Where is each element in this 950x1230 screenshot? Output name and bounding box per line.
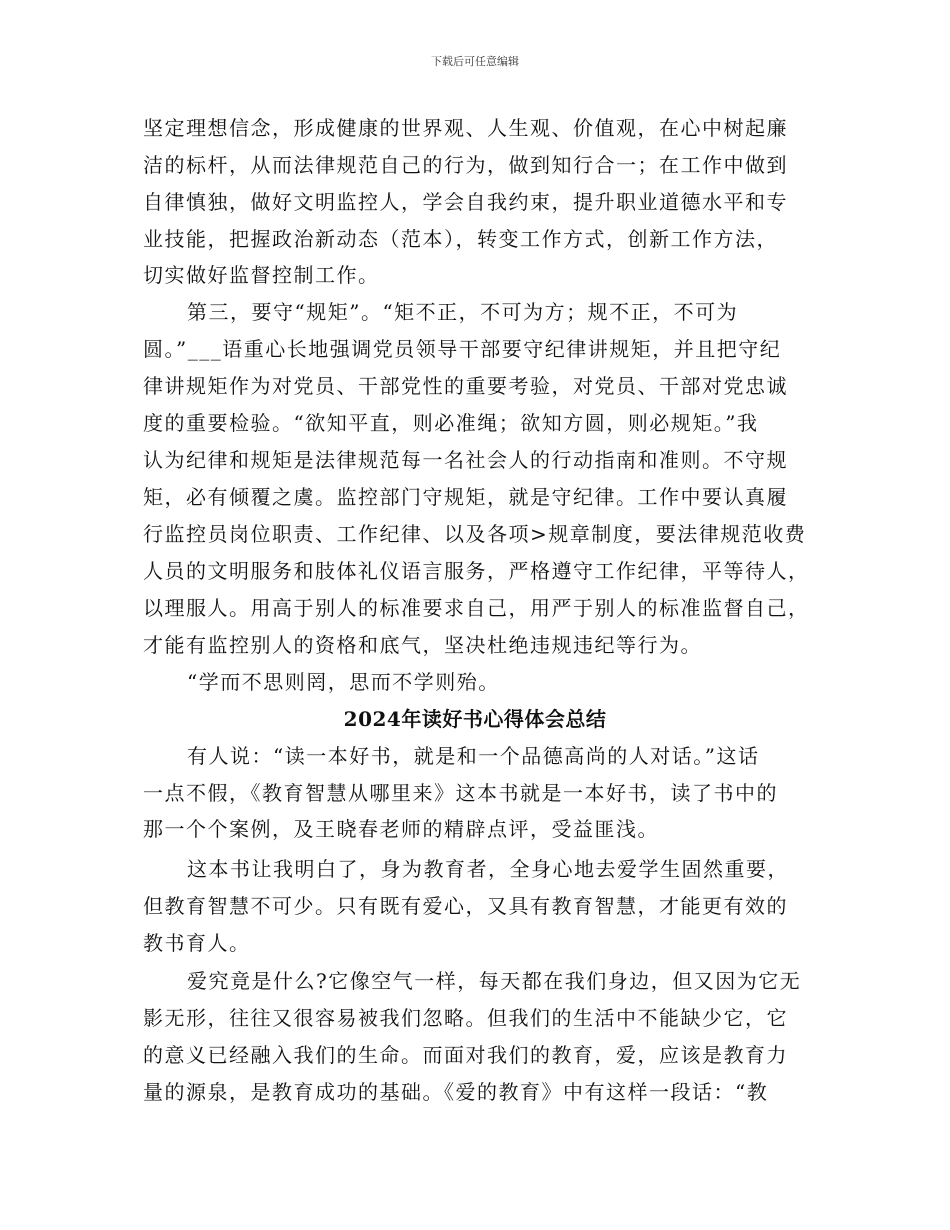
body-line: 矩，必有倾覆之虞。监控部门守规矩，就是守纪律。工作中要认真履 xyxy=(143,485,788,509)
body-line: 度的重要检验。“欲知平直，则必准绳；欲知方圆，则必规矩。”我 xyxy=(143,411,759,435)
body-line: 圆。”___语重心长地强调党员领导干部要守纪律讲规矩，并且把守纪 xyxy=(143,337,782,361)
body-line: 教书育人。 xyxy=(143,931,251,955)
body-line: 那一个个案例，及王晓春老师的精辟点评，受益匪浅。 xyxy=(143,817,659,841)
body-line: 量的源泉，是教育成功的基础。《爱的教育》中有这样一段话：“教 xyxy=(143,1080,769,1104)
body-line: 才能有监控别人的资格和底气，坚决杜绝违规违纪等行为。 xyxy=(143,633,702,657)
body-line: 以理服人。用高于别人的标准要求自己，用严于别人的标准监督自己， xyxy=(143,596,810,620)
body-line: 第三，要守“规矩”。“矩不正，不可为方；规不正，不可为 xyxy=(187,300,739,324)
body-line: 洁的标杆，从而法律规范自己的行为，做到知行合一；在工作中做到 xyxy=(143,153,788,177)
section-title: 2024年读好书心得体会总结 xyxy=(343,707,607,731)
body-line: 自律慎独，做好文明监控人，学会自我约束，提升职业道德水平和专 xyxy=(143,190,788,214)
page-header: 下载后可任意编辑 xyxy=(431,55,519,68)
body-line: 坚定理想信念，形成健康的世界观、人生观、价值观，在心中树起廉 xyxy=(143,116,788,140)
body-line: 影无形，往往又很容易被我们忽略。但我们的生活中不能缺少它，它 xyxy=(143,1006,788,1030)
body-line: 有人说：“读一本好书，就是和一个品德高尚的人对话。”这话 xyxy=(187,744,760,768)
body-line: 切实做好监督控制工作。 xyxy=(143,263,380,287)
body-line: 认为纪律和规矩是法律规范每一名社会人的行动指南和准则。不守规 xyxy=(143,448,788,472)
body-line: 爱究竟是什么?它像空气一样，每天都在我们身边，但又因为它无 xyxy=(187,969,802,993)
body-line: 业技能，把握政治新动态（范本），转变工作方式，创新工作方法， xyxy=(143,227,778,251)
body-line: 人员的文明服务和肢体礼仪语言服务，严格遵守工作纪律，平等待人， xyxy=(143,559,810,583)
body-line: 行监控员岗位职责、工作纪律、以及各项>规章制度，要法律规范收费 xyxy=(143,522,807,546)
body-line: 律讲规矩作为对党员、干部党性的重要考验，对党员、干部对党忠诚 xyxy=(143,374,788,398)
body-line: 的意义已经融入我们的生命。而面对我们的教育，爱，应该是教育力 xyxy=(143,1043,788,1067)
body-line: “学而不思则罔，思而不学则殆。 xyxy=(187,670,500,694)
body-line: 这本书让我明白了，身为教育者，全身心地去爱学生固然重要， xyxy=(187,857,789,881)
body-line: 但教育智慧不可少。只有既有爱心，又具有教育智慧，才能更有效的 xyxy=(143,894,788,918)
body-line: 一点不假，《教育智慧从哪里来》这本书就是一本好书，读了书中的 xyxy=(143,781,778,805)
